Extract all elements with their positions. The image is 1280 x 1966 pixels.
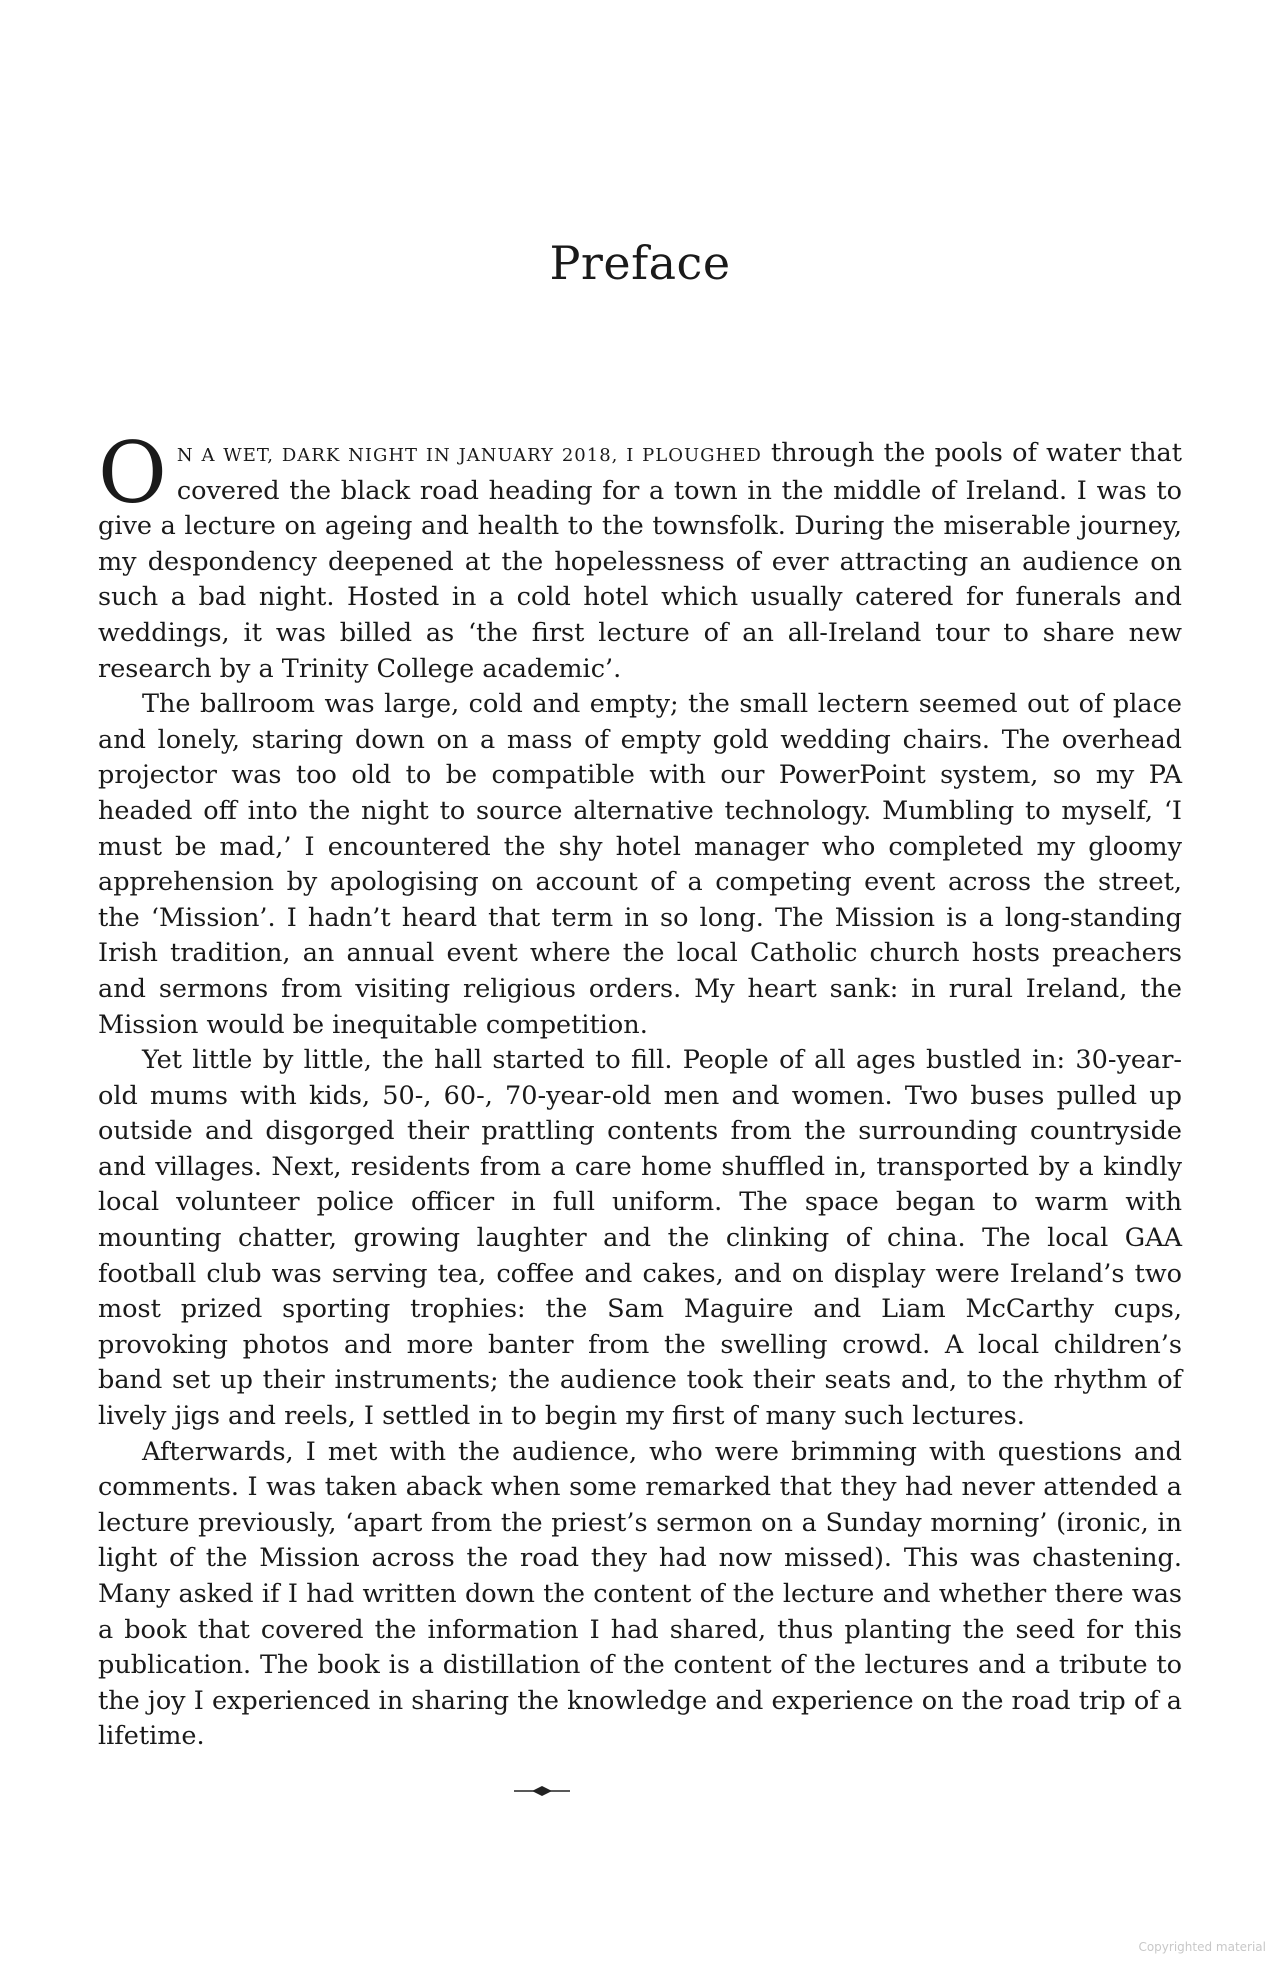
drop-cap: O [98, 424, 167, 522]
paragraph: The ballroom was large, cold and empty; the small lectern seemed out of place and lonely, staring down on a mass of empty gold wedding chairs. The overhead projector was too old to be compatible with our PowerPoint system, so my PA headed off into the night to source alternative technology. Mumbling to myself, ‘I must be mad,’ I encountered the shy hotel manager who completed my gloomy apprehension by apologising on account of a competing event across the street, the ‘Mission’. I hadn’t heard that term in so long. The Mission is a long-standing Irish tradition, an annual event where the local Catholic church hosts preachers and sermons from visiting religious orders. My heart sank: in rural Ireland, the Mission would be inequitable competition. [98, 689, 1182, 1040]
first-paragraph-text: through the pools of water that covered the black road heading for a town in the middle of Ireland. I was to give a lecture on ageing and health to the townsfolk. During the miserable journey, my despondency deepened at the hopelessness of ever attracting an audience on such a bad night. Hosted in a cold hotel which usually catered for funerals and weddings, it was billed as ‘the first lecture of an all-Ireland tour to share new research by a Trinity College academic’. [98, 438, 1182, 684]
opening-smallcaps: N A WET, DARK NIGHT IN JANUARY 2018, I PLOUGHED [176, 445, 762, 466]
paragraph: Afterwards, I met with the audience, who were brimming with questions and comments. I was taken aback when some remarked that they had never attended a lecture previously, ‘apart from the priest’s sermon on a Sunday morning’ (ironic, in light of the Mission across the road they had now missed). This was chastening. Many asked if I had written down the content of the lecture and whether there was a book that covered the information I had shared, thus planting the seed for this publication. The book is a distillation of the content of the lectures and a tribute to the joy I experienced in sharing the knowledge and experience on the road trip of a lifetime. [98, 1436, 1182, 1752]
paragraph: Yet little by little, the hall started to fill. People of all ages bustled in: 30-year-old mums with kids, 50-, 60-, 70-year-old men and women. Two buses pulled up outside and disgorged their prattling contents from the surrounding countryside and villages. Next, residents from a care home shuffled in, transported by a kindly local volunteer police officer in full uniform. The space began to warm with mounting chatter, growing laughter and the clinking of china. The local GAA football club was serving tea, coffee and cakes, and on display were Ireland’s two most prized sporting trophies: the Sam Maguire and Liam McCarthy cups, provoking photos and more banter from the swelling crowd. A local children’s band set up their instruments; the audience took their seats and, to the rhythm of lively jigs and reels, I settled in to begin my first of many such lectures. [98, 1045, 1182, 1432]
first-paragraph [98, 424, 1182, 687]
section-ornament-icon [512, 1783, 572, 1799]
page-title: Preface [549, 236, 731, 290]
body-text [98, 424, 1182, 1755]
copyright-watermark: Copyrighted material [1138, 1940, 1266, 1954]
